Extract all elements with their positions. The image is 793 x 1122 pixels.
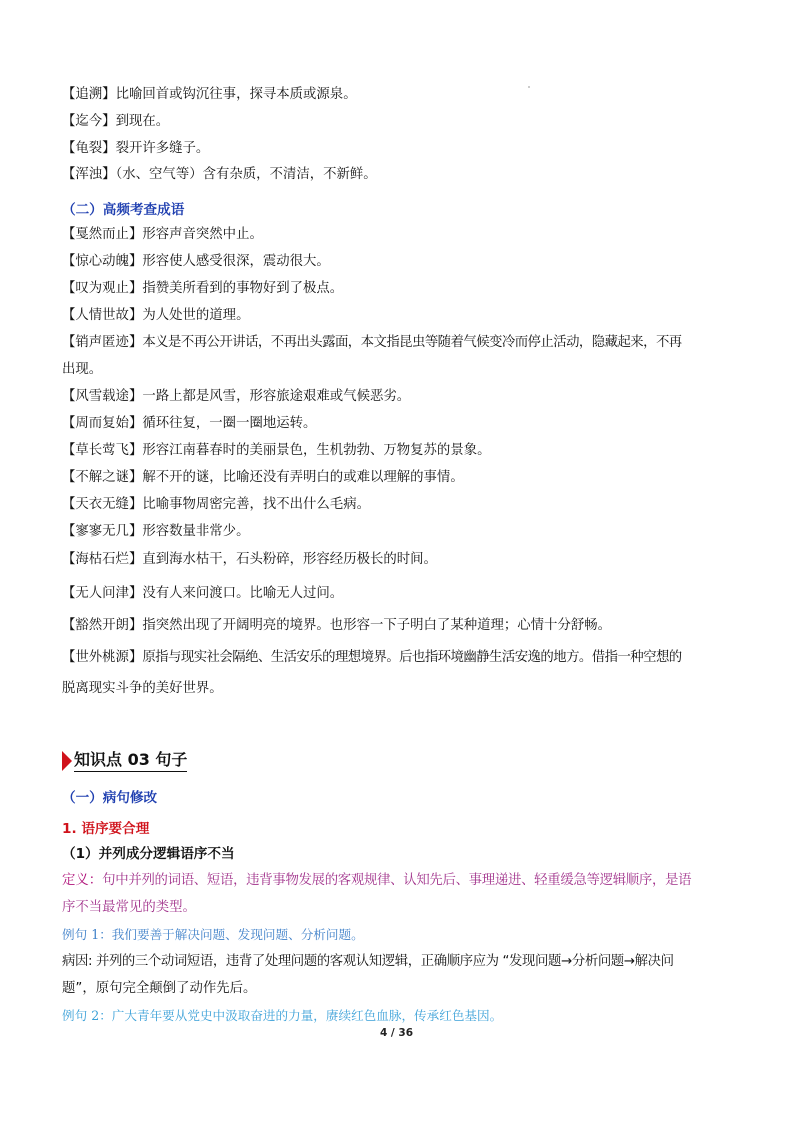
definition-line: 序不当最常见的类型。 <box>62 900 196 915</box>
reason-line: 病因: 并列的三个动词短语，违背了处理问题的客观认知逻辑，正确顺序应为 “发现问题→分析问题→解决问 <box>62 954 674 969</box>
idiom-entry: 【天衣无缝】比喻事物周密完善，找不出什么毛病。 <box>62 497 370 512</box>
idiom-entry: 【戛然而止】形容声音突然中止。 <box>62 227 263 242</box>
idiom-entry-continuation: 出现。 <box>62 362 103 377</box>
idiom-entry: 【销声匿迹】本义是不再公开讲话，不再出头露面，本文指昆虫等随着气候变冷而停止活动，隐藏起来，不再 <box>62 335 682 350</box>
point-heading: 1. 语序要合理 <box>62 821 150 837</box>
idiom-entry: 【世外桃源】原指与现实社会隔绝、生活安乐的理想境界。后也指环境幽静生活安逸的地方。借指一种空想的 <box>62 650 682 665</box>
vocab-entry: 【浑浊】（水、空气等）含有杂质，不清洁，不新鲜。 <box>62 167 377 182</box>
sub-heading: （一）病句修改 <box>62 790 158 806</box>
sub-point-heading: （1）并列成分逻辑语序不当 <box>62 846 235 862</box>
vocab-entry: 【追溯】比喻回首或钩沉往事，探寻本质或源泉。 <box>62 87 357 102</box>
idiom-entry: 【风雪载途】一路上都是风雪，形容旅途艰难或气候恶劣。 <box>62 389 411 404</box>
red-arrow-icon <box>62 751 72 771</box>
idiom-entry: 【叹为观止】指赞美所看到的事物好到了极点。 <box>62 281 344 296</box>
example-sentence: 例句 1：我们要善于解决问题、发现问题、分析问题。 <box>62 927 364 942</box>
idiom-entry: 【周而复始】循环往复，一圈一圈地运转。 <box>62 416 317 431</box>
vocab-entry: 【龟裂】裂开许多缝子。 <box>62 141 210 156</box>
scan-dot <box>528 86 530 88</box>
page-number: 4 / 36 <box>379 1027 414 1039</box>
definition-line: 定义：句中并列的词语、短语，违背事物发展的客观规律、认知先后、事理递进、轻重缓急等逻辑顺序，是语 <box>62 873 692 888</box>
idiom-entry-continuation: 脱离现实斗争的美好世界。 <box>62 681 223 696</box>
idiom-entry: 【惊心动魄】形容使人感受很深，震动很大。 <box>62 254 330 269</box>
idiom-entry: 【豁然开朗】指突然出现了开阔明亮的境界。也形容一下子明白了某种道理；心情十分舒畅。 <box>62 618 612 633</box>
idiom-entry: 【草长莺飞】形容江南暮春时的美丽景色，生机勃勃、万物复苏的景象。 <box>62 443 491 458</box>
idiom-entry: 【海枯石烂】直到海水枯干，石头粉碎，形容经历极长的时间。 <box>62 552 437 567</box>
idiom-entry: 【寥寥无几】形容数量非常少。 <box>62 524 250 539</box>
idiom-entry: 【无人问津】没有人来问渡口。比喻无人过问。 <box>62 586 344 601</box>
vocab-entry: 【迄今】到现在。 <box>62 114 170 129</box>
idiom-entry: 【人情世故】为人处世的道理。 <box>62 308 250 323</box>
idiom-entry: 【不解之谜】解不开的谜，比喻还没有弄明白的或难以理解的事情。 <box>62 470 464 485</box>
section-title: 知识点 03 句子 <box>62 749 187 773</box>
reason-line: 题”，原句完全颠倒了动作先后。 <box>62 981 257 996</box>
idiom-heading: （二）高频考查成语 <box>62 202 185 218</box>
example-sentence: 例句 2：广大青年要从党史中汲取奋进的力量，赓续红色血脉，传承红色基因。 <box>62 1008 503 1023</box>
